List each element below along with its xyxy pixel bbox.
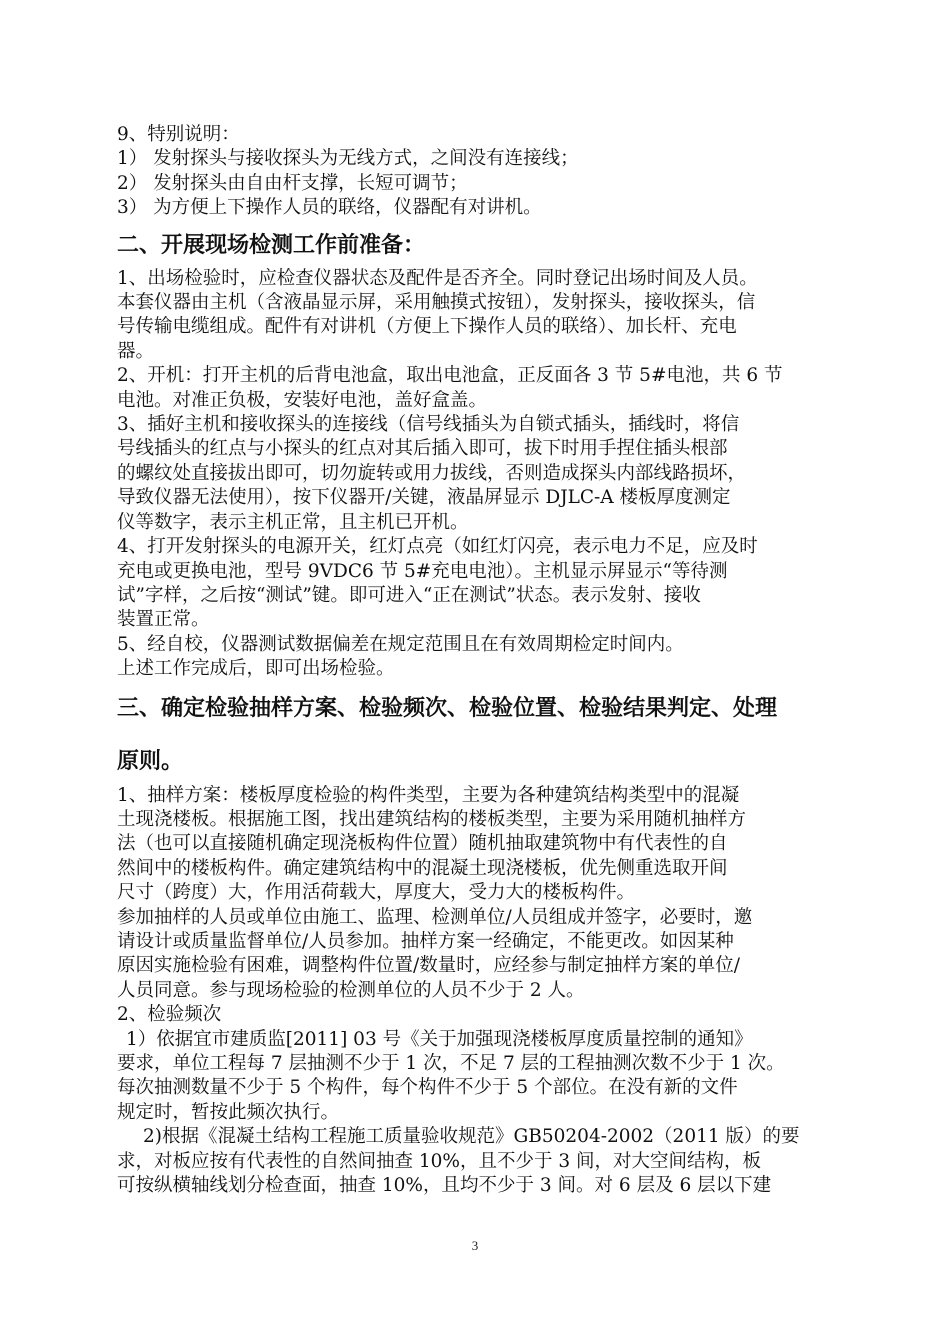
text-line: 1）依据宜市建质监[2011] 03 号《关于加强现浇楼板厚度质量控制的通知》 bbox=[126, 1028, 753, 1050]
text-line: 器。 bbox=[117, 340, 155, 362]
text-line: 4、打开发射探头的电源开关，红灯点亮（如红灯闪亮，表示电力不足，应及时 bbox=[117, 536, 758, 558]
text-line: 本套仪器由主机（含液晶显示屏，采用触摸式按钮），发射探头，接收探头，信 bbox=[117, 292, 756, 314]
text-line: 1、出场检验时，应检查仪器状态及配件是否齐全。同时登记出场时间及人员。 bbox=[117, 267, 758, 289]
text-line: 原因实施检验有困难，调整构件位置/数量时，应经参与制定抽样方案的单位/ bbox=[117, 955, 740, 977]
page-number: 3 bbox=[471, 1238, 479, 1253]
text-line: 人员同意。参与现场检验的检测单位的人员不少于 2 人。 bbox=[117, 979, 585, 1001]
text-line: 试”字样，之后按“测试”键。即可进入“正在测试”状态。表示发射、接收 bbox=[117, 584, 701, 606]
text-line: 2、开机：打开主机的后背电池盒，取出电池盒，正反面各 3 节 5#电池，共 6 节 bbox=[117, 365, 783, 387]
text-line: 然间中的楼板构件。确定建筑结构中的混凝土现浇楼板，优先侧重选取开间 bbox=[117, 857, 728, 879]
text-line: 充电或更换电池，型号 9VDC6 节 5#充电电池）。主机显示屏显示“等待测 bbox=[117, 560, 728, 582]
text-line: 装置正常。 bbox=[117, 609, 210, 631]
section-2-body bbox=[117, 267, 857, 682]
text-line: 2、检验频次 bbox=[117, 1004, 222, 1026]
text-line: 5、经自校，仪器测试数据偏差在规定范围且在有效周期检定时间内。 bbox=[117, 633, 684, 655]
page-content bbox=[117, 123, 857, 1198]
text-line: 号传输电缆组成。配件有对讲机（方便上下操作人员的联络）、加长杆、充电 bbox=[117, 316, 737, 338]
text-line: 可按纵横轴线划分检查面，抽查 10%，且均不少于 3 间。对 6 层及 6 层以下建 bbox=[117, 1175, 772, 1197]
text-line: 请设计或质量监督单位/人员参加。抽样方案一经确定，不能更改。如因某种 bbox=[117, 930, 734, 952]
text-line: 参加抽样的人员或单位由施工、监理、检测单位/人员组成并签字，必要时，邀 bbox=[117, 906, 753, 928]
section-3-title-continued: 原则。 bbox=[117, 748, 184, 774]
text-line: 1、抽样方案：楼板厚度检验的构件类型，主要为各种建筑结构类型中的混凝 bbox=[117, 784, 740, 806]
text-line: 每次抽测数量不少于 5 个构件，每个构件不少于 5 个部位。在没有新的文件 bbox=[117, 1077, 738, 1099]
text-line: 导致仪器无法使用），按下仪器开/关键，液晶屏显示 DJLC-A 楼板厚度测定 bbox=[117, 487, 731, 509]
special-note-item: 2） 发射探头由自由杆支撑，长短可调节； bbox=[117, 172, 468, 194]
text-line: 上述工作完成后，即可出场检验。 bbox=[117, 658, 395, 680]
text-line: 土现浇楼板。根据施工图，找出建筑结构的楼板类型，主要为采用随机抽样方 bbox=[117, 808, 747, 830]
text-line: 号线插头的红点与小探头的红点对其后插入即可，拔下时用手捏住插头根部 bbox=[117, 438, 728, 460]
text-line: 的螺纹处直接拔出即可，切勿旋转或用力拔线，否则造成探头内部线路损坏， bbox=[117, 462, 747, 484]
text-line: 求，对板应按有代表性的自然间抽查 10%，且不少于 3 间，对大空间结构，板 bbox=[117, 1150, 762, 1172]
text-line: 尺寸（跨度）大，作用活荷载大，厚度大，受力大的楼板构件。 bbox=[117, 882, 636, 904]
section-3-body bbox=[117, 784, 857, 1199]
text-line: 法（也可以直接随机确定现浇板构件位置）随机抽取建筑物中有代表性的自 bbox=[117, 833, 728, 855]
text-line: 电池。对准正负极，安装好电池，盖好盒盖。 bbox=[117, 389, 488, 411]
text-line: 要求，单位工程每 7 层抽测不少于 1 次，不足 7 层的工程抽测次数不少于 1 次。 bbox=[117, 1053, 785, 1074]
special-notes-heading: 9、特别说明： bbox=[117, 124, 240, 145]
section-3-title: 三、确定检验抽样方案、检验频次、检验位置、检验结果判定、处理 bbox=[117, 695, 778, 721]
section-2-title: 二、开展现场检测工作前准备： bbox=[117, 232, 426, 258]
text-line: 仪等数字，表示主机正常，且主机已开机。 bbox=[117, 511, 469, 533]
special-note-item: 3） 为方便上下操作人员的联络，仪器配有对讲机。 bbox=[117, 197, 542, 219]
text-line: 规定时，暂按此频次执行。 bbox=[117, 1101, 340, 1123]
special-note-item: 1） 发射探头与接收探头为无线方式，之间没有连接线； bbox=[117, 148, 579, 170]
text-line: 3、插好主机和接收探头的连接线（信号线插头为自锁式插头，插线时，将信 bbox=[117, 414, 740, 436]
text-line: 2)根据《混凝土结构工程施工质量验收规范》GB50204-2002（2011 版）的要 bbox=[143, 1126, 800, 1148]
